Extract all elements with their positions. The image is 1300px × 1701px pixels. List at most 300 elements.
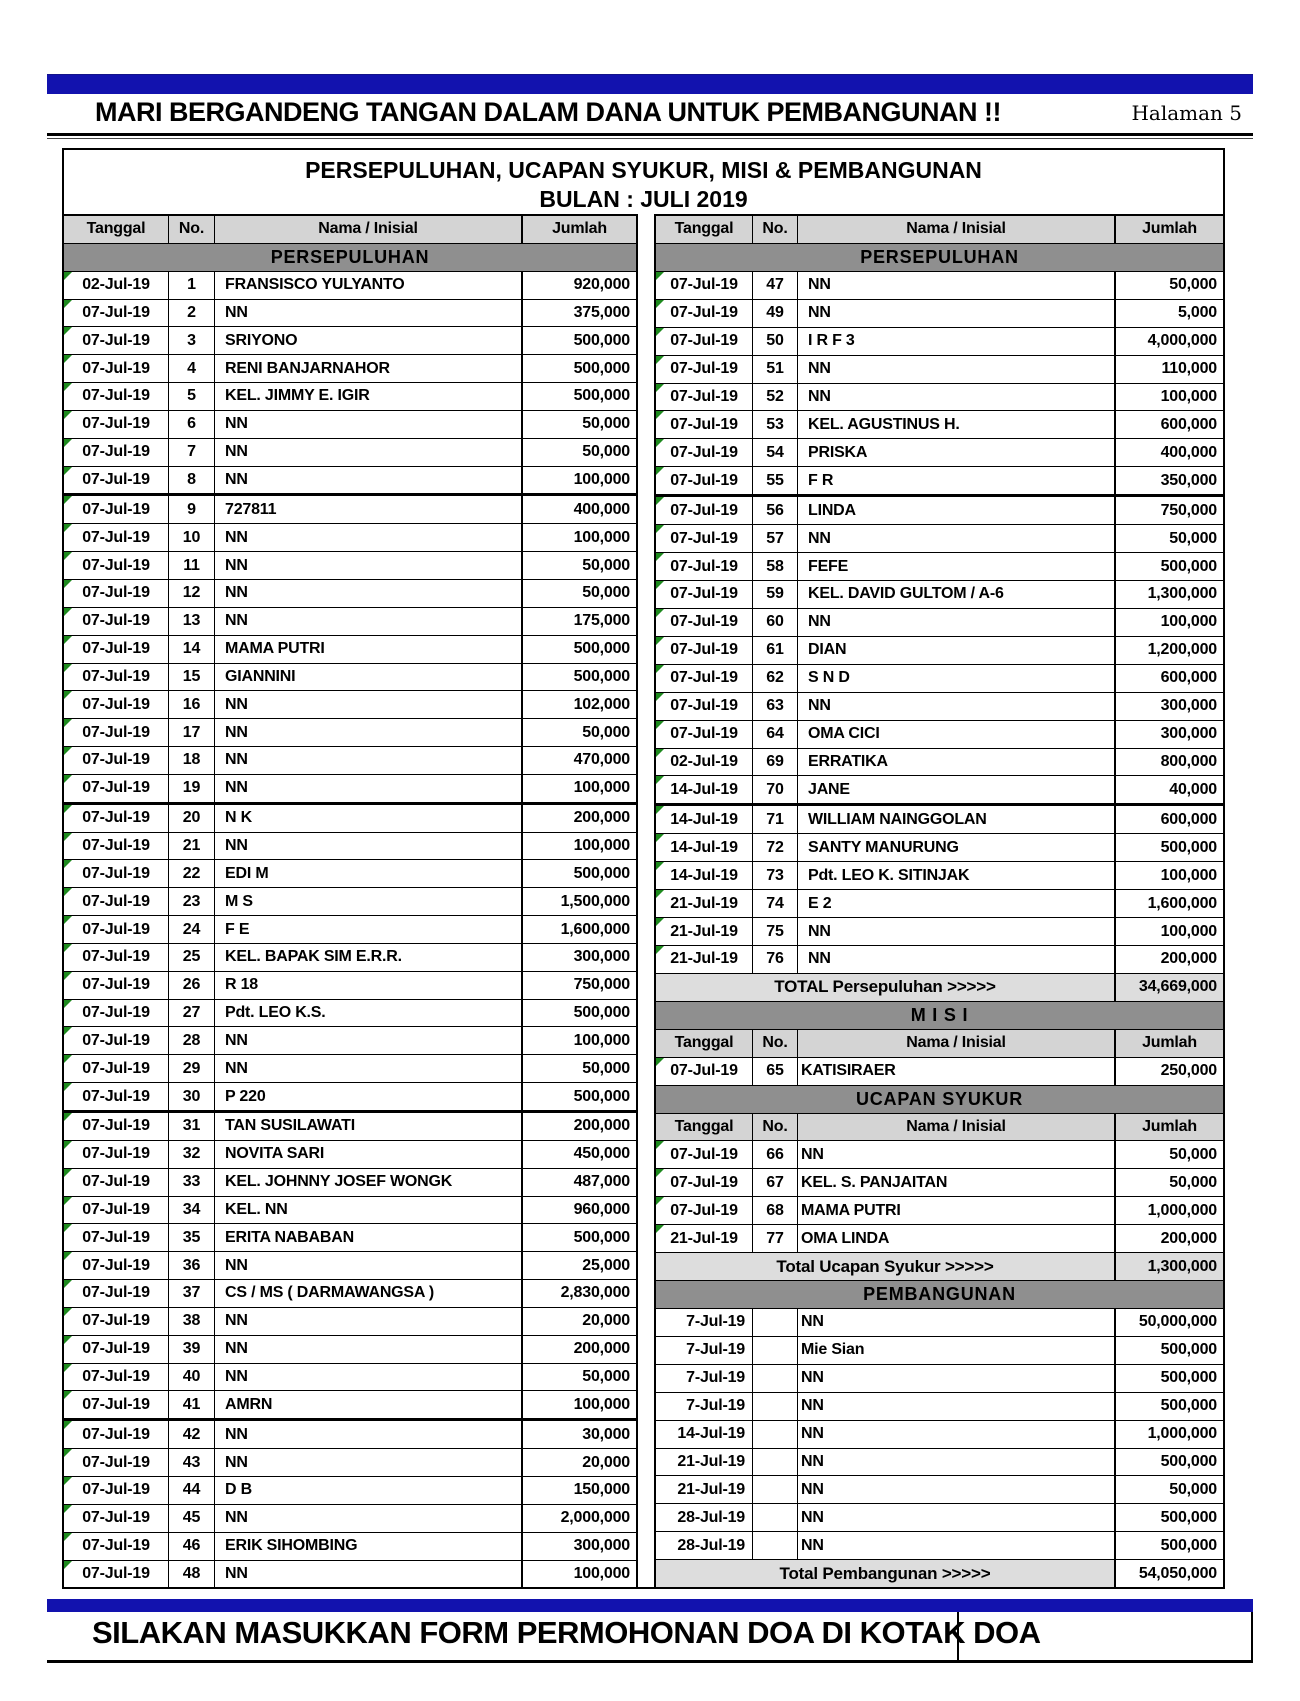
cell-no: 20 [168, 805, 214, 832]
cell-tanggal: 07-Jul-19 [656, 665, 752, 692]
cell-corner-marker-icon [656, 300, 664, 308]
table-row [64, 1168, 636, 1196]
cell-corner-marker-icon [656, 693, 664, 701]
table-row [656, 494, 1223, 524]
cell-nama: NN [797, 1365, 1114, 1392]
cell-corner-marker-icon [64, 1055, 72, 1063]
cell-no: 40 [168, 1364, 214, 1391]
table-row [656, 692, 1223, 720]
cell-nama: NN [214, 1308, 521, 1335]
cell-corner-marker-icon [656, 497, 664, 505]
cell-corner-marker-icon [656, 272, 664, 280]
cell-tanggal: 7-Jul-19 [686, 1369, 745, 1387]
cell-nama: NN [797, 1309, 1114, 1336]
cell-no: 43 [168, 1449, 214, 1476]
cell-nama: AMRN [214, 1391, 521, 1418]
cell-nama: NN [797, 1504, 1114, 1531]
cell-no: 42 [168, 1421, 214, 1448]
cell-no [752, 1532, 797, 1559]
total-label: Total Pembangunan >>>>> [656, 1560, 1114, 1587]
cell-no: 76 [752, 946, 797, 973]
cell-corner-marker-icon [64, 1197, 72, 1205]
cell-tanggal: 07-Jul-19 [64, 1336, 168, 1363]
cell-no: 16 [168, 691, 214, 718]
footer-message: SILAKAN MASUKKAN FORM PERMOHONAN DOA DI KOTAK DOA [92, 1615, 1041, 1650]
table-row [656, 945, 1223, 973]
cell-jumlah: 600,000 [1114, 806, 1223, 833]
cell-jumlah: 50,000 [1114, 272, 1223, 299]
cell-jumlah: 200,000 [521, 1113, 636, 1140]
cell-nama: KEL. BAPAK SIM E.R.R. [214, 944, 521, 971]
cell-jumlah: 750,000 [1114, 497, 1223, 524]
cell-corner-marker-icon [656, 890, 664, 898]
right-table [654, 214, 1223, 1587]
cell-nama: KATISIRAER [797, 1058, 1114, 1085]
cell-no: 74 [752, 890, 797, 917]
col-header-tanggal: Tanggal [656, 1114, 752, 1141]
total-row [656, 1252, 1223, 1280]
cell-nama: Pdt. LEO K.S. [214, 1000, 521, 1027]
cell-nama: NN [214, 1336, 521, 1363]
cell-tanggal: 07-Jul-19 [656, 525, 752, 552]
cell-corner-marker-icon [64, 1000, 72, 1008]
table-row [64, 410, 636, 438]
cell-no: 6 [168, 411, 214, 438]
total-row [656, 1559, 1223, 1587]
header-divider [47, 133, 1253, 139]
cell-nama: NN [214, 747, 521, 774]
cell-tanggal: 07-Jul-19 [64, 1141, 168, 1168]
cell-no: 60 [752, 609, 797, 636]
cell-tanggal: 07-Jul-19 [64, 524, 168, 551]
cell-nama: PRISKA [797, 439, 1114, 466]
cell-no: 58 [752, 553, 797, 580]
cell-jumlah: 600,000 [1114, 411, 1223, 438]
cell-jumlah: 200,000 [1114, 1225, 1223, 1252]
cell-nama: Pdt. LEO K. SITINJAK [797, 862, 1114, 889]
cell-tanggal: 21-Jul-19 [656, 890, 752, 917]
cell-jumlah: 50,000 [1114, 1476, 1223, 1503]
cell-tanggal: 7-Jul-19 [686, 1341, 745, 1359]
cell-no: 49 [752, 300, 797, 327]
cell-no: 69 [752, 749, 797, 776]
cell-nama: NN [214, 467, 521, 494]
table-row [64, 1448, 636, 1476]
cell-jumlah: 500,000 [1114, 1337, 1223, 1364]
cell-corner-marker-icon [64, 944, 72, 952]
table-row [64, 1251, 636, 1279]
cell-corner-marker-icon [656, 384, 664, 392]
cell-no: 10 [168, 524, 214, 551]
cell-corner-marker-icon [64, 1027, 72, 1035]
cell-corner-marker-icon [656, 553, 664, 561]
table-row [656, 1392, 1223, 1420]
cell-nama: 727811 [214, 496, 521, 523]
cell-nama: NN [214, 691, 521, 718]
cell-tanggal: 07-Jul-19 [64, 1308, 168, 1335]
cell-jumlah: 100,000 [1114, 384, 1223, 411]
cell-tanggal: 07-Jul-19 [64, 972, 168, 999]
table-row [64, 438, 636, 466]
cell-no: 51 [752, 356, 797, 383]
cell-corner-marker-icon [64, 439, 72, 447]
cell-tanggal: 07-Jul-19 [656, 581, 752, 608]
cell-no: 73 [752, 862, 797, 889]
cell-tanggal: 07-Jul-19 [64, 747, 168, 774]
cell-no: 64 [752, 721, 797, 748]
top-accent-bar [47, 74, 1253, 94]
table-row [656, 1308, 1223, 1336]
total-amount: 54,050,000 [1114, 1560, 1223, 1587]
cell-no: 77 [752, 1225, 797, 1252]
cell-tanggal: 07-Jul-19 [64, 1252, 168, 1279]
cell-tanggal: 07-Jul-19 [64, 383, 168, 410]
cell-tanggal: 07-Jul-19 [64, 467, 168, 494]
cell-tanggal: 07-Jul-19 [656, 637, 752, 664]
cell-corner-marker-icon [64, 664, 72, 672]
cell-no: 13 [168, 608, 214, 635]
cell-jumlah: 100,000 [521, 833, 636, 860]
table-row [656, 861, 1223, 889]
cell-no: 22 [168, 860, 214, 887]
cell-corner-marker-icon [656, 665, 664, 673]
col-header-tanggal: Tanggal [656, 216, 752, 243]
total-label: TOTAL Persepuluhan >>>>> [656, 974, 1114, 1001]
cell-jumlah: 50,000 [521, 439, 636, 466]
cell-tanggal: 07-Jul-19 [64, 580, 168, 607]
cell-no: 50 [752, 328, 797, 355]
column-header-row [64, 216, 636, 243]
table-row [656, 664, 1223, 692]
cell-corner-marker-icon [64, 496, 72, 504]
cell-tanggal: 07-Jul-19 [64, 355, 168, 382]
footer-empty-box [957, 1612, 1251, 1660]
col-header-no: No. [752, 1114, 797, 1141]
cell-corner-marker-icon [64, 636, 72, 644]
cell-jumlah: 100,000 [521, 1391, 636, 1418]
bottom-accent-bar [47, 1599, 1253, 1612]
cell-jumlah: 50,000 [521, 719, 636, 746]
cell-tanggal: 28-Jul-19 [677, 1536, 745, 1554]
table-row [656, 1503, 1223, 1531]
cell-nama: KEL. AGUSTINUS H. [797, 411, 1114, 438]
cell-jumlah: 800,000 [1114, 749, 1223, 776]
cell-tanggal: 07-Jul-19 [64, 944, 168, 971]
cell-tanggal: 07-Jul-19 [656, 356, 752, 383]
cell-nama: NN [797, 1532, 1114, 1559]
col-header-jumlah: Jumlah [1114, 1030, 1223, 1057]
table-row [656, 271, 1223, 299]
cell-tanggal: 07-Jul-19 [64, 1169, 168, 1196]
col-header-jumlah: Jumlah [521, 216, 636, 243]
cell-no: 71 [752, 806, 797, 833]
cell-corner-marker-icon [64, 747, 72, 755]
table-row [656, 1168, 1223, 1196]
cell-corner-marker-icon [656, 1058, 664, 1066]
section-header-row [656, 1085, 1223, 1113]
cell-jumlah: 2,000,000 [521, 1505, 636, 1532]
cell-corner-marker-icon [64, 524, 72, 532]
cell-tanggal: 07-Jul-19 [656, 1169, 752, 1196]
cell-jumlah: 100,000 [521, 1561, 636, 1588]
cell-corner-marker-icon [64, 1505, 72, 1513]
table-title [64, 152, 1223, 214]
table-row [656, 1224, 1223, 1252]
cell-no: 39 [168, 1336, 214, 1363]
table-row [64, 354, 636, 382]
cell-tanggal: 7-Jul-19 [686, 1313, 745, 1331]
cell-nama: GIANNINI [214, 664, 521, 691]
table-row [656, 1420, 1223, 1448]
cell-jumlah: 500,000 [1114, 1449, 1223, 1476]
cell-nama: CS / MS ( DARMAWANGSA ) [214, 1280, 521, 1307]
cell-no: 31 [168, 1113, 214, 1140]
cell-no: 47 [752, 272, 797, 299]
cell-nama: NN [797, 300, 1114, 327]
cell-nama: KEL. NN [214, 1197, 521, 1224]
table-row [656, 438, 1223, 466]
table-row [656, 1448, 1223, 1476]
cell-nama: D B [214, 1477, 521, 1504]
cell-jumlah: 200,000 [1114, 946, 1223, 973]
cell-nama: NN [797, 384, 1114, 411]
cell-no: 66 [752, 1141, 797, 1168]
cell-jumlah: 960,000 [521, 1197, 636, 1224]
cell-jumlah: 175,000 [521, 608, 636, 635]
cell-tanggal: 14-Jul-19 [656, 862, 752, 889]
cell-no: 8 [168, 467, 214, 494]
cell-nama: LINDA [797, 497, 1114, 524]
cell-nama: NN [214, 439, 521, 466]
cell-jumlah: 20,000 [521, 1449, 636, 1476]
cell-jumlah: 500,000 [1114, 1365, 1223, 1392]
cell-jumlah: 1,200,000 [1114, 637, 1223, 664]
table-row [64, 718, 636, 746]
cell-jumlah: 300,000 [1114, 693, 1223, 720]
cell-jumlah: 2,830,000 [521, 1280, 636, 1307]
cell-nama: NN [214, 411, 521, 438]
cell-nama: S N D [797, 665, 1114, 692]
cell-corner-marker-icon [64, 1224, 72, 1232]
table-row [656, 1531, 1223, 1559]
cell-no: 9 [168, 496, 214, 523]
table-row [656, 636, 1223, 664]
cell-tanggal: 21-Jul-19 [656, 946, 752, 973]
table-row [64, 326, 636, 354]
table-row [64, 1307, 636, 1335]
cell-nama: NN [797, 525, 1114, 552]
cell-corner-marker-icon [656, 1141, 664, 1149]
cell-corner-marker-icon [656, 1169, 664, 1177]
table-row [64, 774, 636, 802]
cell-tanggal: 07-Jul-19 [64, 1197, 168, 1224]
cell-jumlah: 30,000 [521, 1421, 636, 1448]
cell-tanggal: 02-Jul-19 [64, 272, 168, 299]
cell-no [752, 1365, 797, 1392]
cell-tanggal: 21-Jul-19 [656, 1225, 752, 1252]
cell-corner-marker-icon [656, 862, 664, 870]
cell-nama: NN [214, 1561, 521, 1588]
cell-nama: NN [797, 1393, 1114, 1420]
cell-jumlah: 500,000 [521, 1000, 636, 1027]
cell-corner-marker-icon [64, 467, 72, 475]
section-header-row [656, 1001, 1223, 1029]
cell-corner-marker-icon [656, 918, 664, 926]
cell-no: 56 [752, 497, 797, 524]
table-row [64, 1054, 636, 1082]
cell-jumlah: 200,000 [521, 805, 636, 832]
cell-jumlah: 500,000 [521, 355, 636, 382]
table-row [656, 803, 1223, 833]
table-row [656, 1196, 1223, 1224]
cell-no: 1 [168, 272, 214, 299]
cell-no: 26 [168, 972, 214, 999]
cell-nama: NN [214, 1252, 521, 1279]
cell-nama: N K [214, 805, 521, 832]
cell-tanggal: 07-Jul-19 [656, 1058, 752, 1085]
cell-jumlah: 250,000 [1114, 1058, 1223, 1085]
cell-jumlah: 400,000 [1114, 439, 1223, 466]
cell-nama: NN [214, 1421, 521, 1448]
table-row [656, 889, 1223, 917]
cell-no [752, 1476, 797, 1503]
cell-nama: P 220 [214, 1083, 521, 1110]
table-row [656, 552, 1223, 580]
table-gap [638, 214, 654, 1587]
cell-jumlah: 100,000 [521, 775, 636, 802]
table-row [64, 1279, 636, 1307]
table-row [656, 720, 1223, 748]
cell-tanggal: 07-Jul-19 [64, 411, 168, 438]
cell-tanggal: 07-Jul-19 [656, 497, 752, 524]
col-header-nama: Nama / Inisial [797, 216, 1114, 243]
cell-corner-marker-icon [64, 552, 72, 560]
col-header-nama: Nama / Inisial [797, 1030, 1114, 1057]
cell-no: 55 [752, 467, 797, 494]
cell-tanggal: 21-Jul-19 [677, 1453, 745, 1471]
table-row [64, 382, 636, 410]
cell-tanggal: 07-Jul-19 [64, 1477, 168, 1504]
cell-jumlah: 150,000 [521, 1477, 636, 1504]
col-header-tanggal: Tanggal [64, 216, 168, 243]
column-header-row [656, 216, 1223, 243]
cell-jumlah: 100,000 [1114, 862, 1223, 889]
cell-nama: NN [214, 1364, 521, 1391]
cell-no: 37 [168, 1280, 214, 1307]
cell-tanggal: 07-Jul-19 [656, 439, 752, 466]
cell-corner-marker-icon [64, 272, 72, 280]
cell-jumlah: 100,000 [521, 467, 636, 494]
cell-nama: KEL. JOHNNY JOSEF WONGK [214, 1169, 521, 1196]
table-row [64, 635, 636, 663]
cell-jumlah: 375,000 [521, 300, 636, 327]
cell-tanggal: 07-Jul-19 [64, 636, 168, 663]
table-row [656, 466, 1223, 494]
cell-nama: NN [797, 356, 1114, 383]
cell-corner-marker-icon [64, 1449, 72, 1457]
table-row [64, 299, 636, 327]
cell-tanggal: 28-Jul-19 [677, 1508, 745, 1526]
cell-corner-marker-icon [64, 805, 72, 813]
cell-tanggal: 07-Jul-19 [64, 1421, 168, 1448]
cell-nama: NN [214, 580, 521, 607]
cell-nama: NN [214, 1505, 521, 1532]
cell-no [752, 1309, 797, 1336]
cell-jumlah: 450,000 [521, 1141, 636, 1168]
cell-nama: RENI BANJARNAHOR [214, 355, 521, 382]
cell-corner-marker-icon [64, 411, 72, 419]
cell-no: 14 [168, 636, 214, 663]
cell-jumlah: 100,000 [1114, 609, 1223, 636]
col-header-no: No. [752, 216, 797, 243]
cell-jumlah: 300,000 [1114, 721, 1223, 748]
cell-tanggal: 07-Jul-19 [656, 300, 752, 327]
table-row [656, 917, 1223, 945]
cell-no: 30 [168, 1083, 214, 1110]
cell-tanggal: 07-Jul-19 [64, 1224, 168, 1251]
cell-tanggal: 07-Jul-19 [64, 300, 168, 327]
cell-nama: NN [214, 524, 521, 551]
cell-jumlah: 500,000 [521, 860, 636, 887]
cell-tanggal: 14-Jul-19 [677, 1425, 745, 1443]
cell-jumlah: 50,000 [1114, 1169, 1223, 1196]
cell-jumlah: 500,000 [1114, 834, 1223, 861]
cell-no: 36 [168, 1252, 214, 1279]
cell-corner-marker-icon [64, 833, 72, 841]
donation-table-box [62, 148, 1225, 1589]
table-row [64, 1223, 636, 1251]
cell-corner-marker-icon [64, 775, 72, 783]
table-row [656, 355, 1223, 383]
cell-nama: I R F 3 [797, 328, 1114, 355]
cell-corner-marker-icon [64, 1421, 72, 1429]
cell-nama: NN [214, 719, 521, 746]
cell-no: 62 [752, 665, 797, 692]
section-label: PERSEPULUHAN [656, 244, 1223, 271]
cell-jumlah: 400,000 [521, 496, 636, 523]
cell-no: 28 [168, 1027, 214, 1054]
cell-no: 61 [752, 637, 797, 664]
cell-no: 57 [752, 525, 797, 552]
cell-nama: NN [797, 1421, 1114, 1448]
cell-corner-marker-icon [64, 1533, 72, 1541]
cell-jumlah: 500,000 [1114, 1504, 1223, 1531]
cell-no: 38 [168, 1308, 214, 1335]
cell-jumlah: 100,000 [521, 1027, 636, 1054]
table-row [64, 915, 636, 943]
cell-jumlah: 50,000 [521, 1055, 636, 1082]
cell-no: 70 [752, 776, 797, 803]
cell-tanggal: 07-Jul-19 [656, 467, 752, 494]
cell-no: 53 [752, 411, 797, 438]
cell-jumlah: 350,000 [1114, 467, 1223, 494]
cell-nama: ERIK SIHOMBING [214, 1533, 521, 1560]
table-row [64, 271, 636, 299]
cell-corner-marker-icon [64, 383, 72, 391]
cell-no: 68 [752, 1197, 797, 1224]
cell-no: 63 [752, 693, 797, 720]
col-header-nama: Nama / Inisial [797, 1114, 1114, 1141]
section-header-row [656, 243, 1223, 271]
cell-no: 44 [168, 1477, 214, 1504]
cell-no: 4 [168, 355, 214, 382]
cell-nama: R 18 [214, 972, 521, 999]
cell-no: 7 [168, 439, 214, 466]
table-row [656, 299, 1223, 327]
cell-no: 65 [752, 1058, 797, 1085]
table-row [64, 607, 636, 635]
table-row [64, 551, 636, 579]
